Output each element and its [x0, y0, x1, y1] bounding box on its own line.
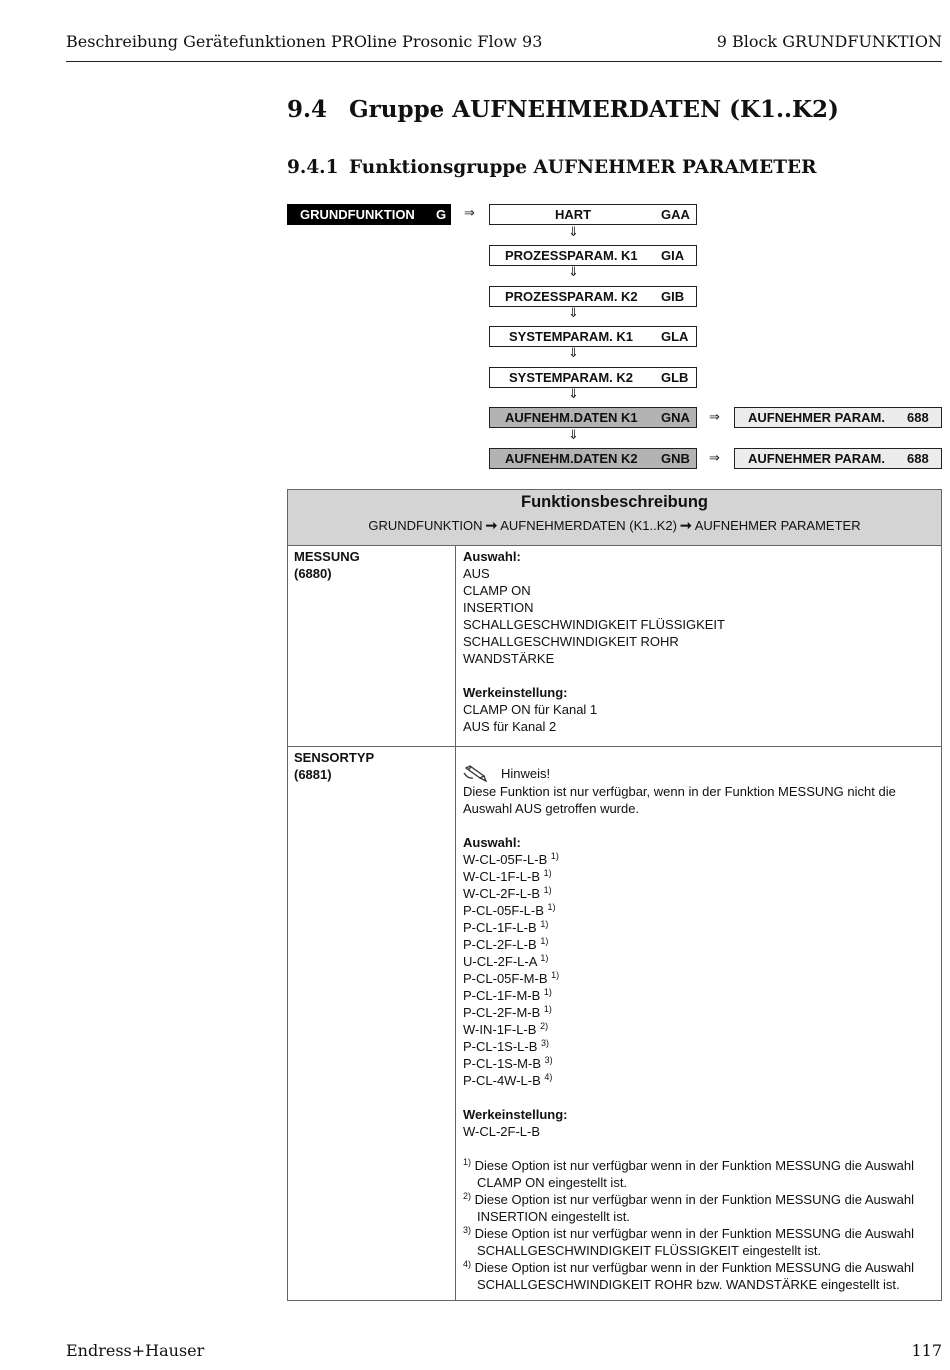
function-name: MESSUNG [294, 549, 360, 564]
down-arrow-icon: ⇓ [568, 387, 579, 402]
path-item: AUFNEHMERDATEN (K1..K2) [500, 518, 677, 533]
footnote: $^{3)}$ Diese Option ist nur verfügbar wenn in der Funktion MESSUNG die Auswahl SCHALLGESCHWINDIGKEIT FLÜSSIGKEIT eingestellt ist. [463, 1225, 914, 1258]
nav-group-code: GAA [661, 207, 690, 222]
nav-group-aufnehmdaten-k2 [489, 448, 697, 469]
right-arrow-icon: ⇒ [709, 410, 720, 425]
option-item: P-CL-2F-M-B $^{1)}$ [463, 1004, 552, 1020]
footnote-mark: 2) [463, 1191, 472, 1201]
option-item: SCHALLGESCHWINDIGKEIT ROHR [463, 634, 679, 649]
column-divider [455, 546, 456, 1301]
nav-subgroup-k1 [734, 407, 942, 428]
right-arrow-icon: ⇒ [709, 451, 720, 466]
section-number: 9.4 [287, 96, 328, 123]
page-footer [66, 1341, 942, 1360]
option-item: P-CL-4W-L-B $^{4)}$ [463, 1072, 553, 1088]
nav-subgroup-label: AUFNEHMER PARAM. [748, 451, 885, 466]
option-item: W-CL-2F-L-B $^{1)}$ [463, 885, 552, 901]
nav-group-label: SYSTEMPARAM. K2 [509, 370, 633, 385]
option-item: CLAMP ON [463, 583, 531, 598]
nav-group-label: SYSTEMPARAM. K1 [509, 329, 633, 344]
nav-group-code: GIA [661, 248, 685, 263]
nav-group-label: HART [555, 207, 592, 222]
nav-group-prozessparam-k1 [489, 245, 697, 266]
path-arrow-icon: ➞ [485, 517, 498, 533]
default-value: AUS für Kanal 2 [463, 719, 557, 734]
path-item: AUFNEHMER PARAMETER [694, 518, 861, 533]
option-item: INSERTION [463, 600, 534, 615]
header-chapter: 9 Block GRUNDFUNKTION [716, 32, 942, 51]
nav-group-prozessparam-k2 [489, 286, 697, 307]
nav-root-code: G [436, 207, 447, 222]
option-item: W-CL-05F-L-B $^{1)}$ [463, 851, 559, 867]
nav-subgroup-code: 688 [907, 451, 929, 466]
option-item: P-CL-1F-M-B $^{1)}$ [463, 987, 552, 1003]
subsection-heading [287, 157, 817, 178]
option-item: P-CL-05F-L-B $^{1)}$ [463, 902, 556, 918]
table-title: Funktionsbeschreibung [520, 493, 708, 511]
down-arrow-icon: ⇓ [568, 306, 579, 321]
nav-group-code: GLA [661, 329, 689, 344]
nav-root-label: GRUNDFUNKTION [300, 207, 415, 222]
nav-group-label: PROZESSPARAM. K2 [505, 289, 638, 304]
nav-group-code: GLB [661, 370, 689, 385]
nav-group-systemparam-k2 [489, 367, 697, 388]
default-value: CLAMP ON für Kanal 1 [463, 702, 598, 717]
path-arrow-icon: ➞ [679, 517, 692, 533]
option-item: SCHALLGESCHWINDIGKEIT FLÜSSIGKEIT [463, 617, 725, 632]
footnote: $^{4)}$ Diese Option ist nur verfügbar wenn in der Funktion MESSUNG die Auswahl SCHALLGESCHWINDIGKEIT ROHR bzw. WANDSTÄRKE eingestellt ist. [463, 1259, 914, 1292]
nav-group-systemparam-k1 [489, 326, 697, 347]
nav-group-label: AUFNEHM.DATEN K1 [505, 410, 638, 425]
hint [463, 763, 938, 783]
function-name: SENSORTYP [294, 750, 375, 765]
page-number: 117 [911, 1341, 942, 1360]
table-row-sensortyp-description [463, 763, 938, 1293]
nav-subgroup-code: 688 [907, 410, 929, 425]
pencil-note-icon [463, 764, 489, 782]
header-document-title: Beschreibung Gerätefunktionen PROline Prosonic Flow 93 [66, 32, 543, 51]
option-item: W-CL-1F-L-B $^{1)}$ [463, 868, 552, 884]
hint-label: Hinweis! [501, 765, 551, 781]
path-item: GRUNDFUNKTION [368, 518, 483, 533]
option-item: WANDSTÄRKE [463, 651, 555, 666]
nav-group-code: GIB [661, 289, 685, 304]
nav-group-aufnehmdaten-k1 [489, 407, 697, 428]
section-title: Gruppe AUFNEHMERDATEN (K1..K2) [349, 96, 839, 123]
nav-group-hart [489, 204, 697, 225]
footer-brand: Endress+Hauser [66, 1341, 205, 1360]
option-item: P-CL-1S-L-B $^{3)}$ [463, 1038, 550, 1054]
choice-label: Auswahl: [463, 835, 521, 850]
function-description-table [287, 489, 942, 1301]
row-divider [288, 746, 941, 747]
down-arrow-icon: ⇓ [568, 428, 579, 443]
down-arrow-icon: ⇓ [568, 225, 579, 240]
option-item: P-CL-1S-M-B $^{3)}$ [463, 1055, 553, 1071]
table-path [288, 517, 941, 534]
down-arrow-icon: ⇓ [568, 346, 579, 361]
option-item: U-CL-2F-L-A $^{1)}$ [463, 953, 549, 969]
right-arrow-icon: ⇒ [464, 206, 475, 221]
footnote-mark: 3) [463, 1225, 472, 1235]
function-code: (6880) [294, 566, 332, 581]
nav-group-label: PROZESSPARAM. K1 [505, 248, 638, 263]
page-header [66, 30, 942, 62]
function-code: (6881) [294, 767, 332, 782]
section-heading [287, 96, 839, 123]
subsection-title: Funktionsgruppe AUFNEHMER PARAMETER [349, 157, 817, 178]
nav-group-code: GNB [661, 451, 690, 466]
nav-root-block [287, 204, 451, 225]
option-item: W-IN-1F-L-B $^{2)}$ [463, 1021, 549, 1037]
footnote-mark: 1) [463, 1157, 472, 1167]
option-item: AUS [463, 566, 490, 581]
nav-subgroup-k2 [734, 448, 942, 469]
down-arrow-icon: ⇓ [568, 265, 579, 280]
nav-subgroup-label: AUFNEHMER PARAM. [748, 410, 885, 425]
table-row-sensortyp-name [294, 749, 374, 783]
hint-text: Diese Funktion ist nur verfügbar, wenn in der Funktion MESSUNG nicht die Auswahl AUS getroffen wurde. [463, 784, 896, 816]
choice-label: Auswahl: [463, 549, 521, 564]
table-row-messung-description [463, 548, 938, 735]
table-row-messung-name [294, 548, 360, 582]
subsection-number: 9.4.1 [287, 157, 339, 178]
default-label: Werkeinstellung: [463, 685, 568, 700]
table-header [288, 490, 941, 546]
footnote: $^{1)}$ Diese Option ist nur verfügbar wenn in der Funktion MESSUNG die Auswahl CLAMP ON eingestellt ist. [463, 1157, 914, 1190]
default-value: W-CL-2F-L-B [463, 1124, 541, 1139]
option-item: P-CL-05F-M-B $^{1)}$ [463, 970, 560, 986]
nav-group-label: AUFNEHM.DATEN K2 [505, 451, 638, 466]
option-item: P-CL-2F-L-B $^{1)}$ [463, 936, 549, 952]
option-item: P-CL-1F-L-B $^{1)}$ [463, 919, 549, 935]
footnote: $^{2)}$ Diese Option ist nur verfügbar wenn in der Funktion MESSUNG die Auswahl INSERTION eingestellt ist. [463, 1191, 914, 1224]
footnote-mark: 4) [463, 1259, 472, 1269]
default-label: Werkeinstellung: [463, 1107, 568, 1122]
nav-group-code: GNA [661, 410, 690, 425]
